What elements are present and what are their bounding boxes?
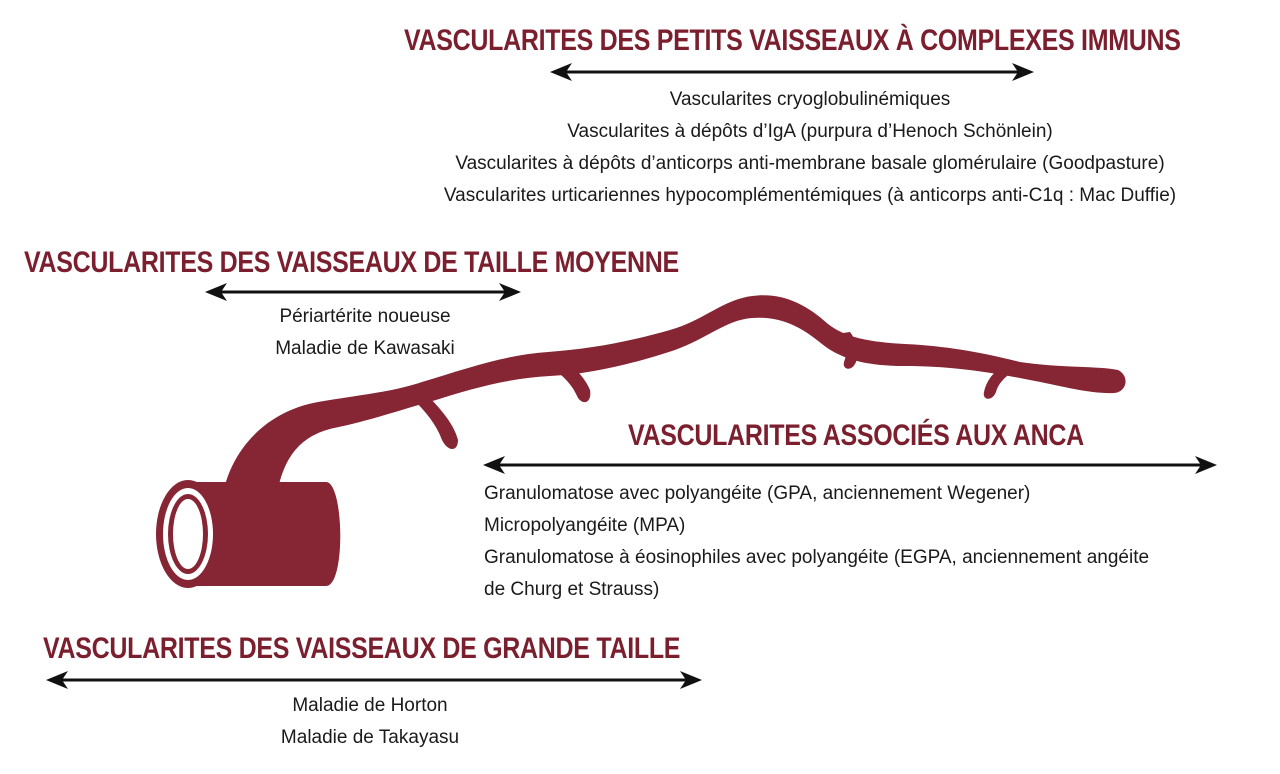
anca-heading: VASCULARITES ASSOCIÉS AUX ANCA	[628, 419, 1084, 453]
anca-range-arrow	[483, 455, 1217, 475]
small-vessel-range-arrow	[550, 62, 1034, 82]
list-item: Vascularites cryoglobulinémiques	[669, 89, 951, 110]
small-vessel-heading: VASCULARITES DES PETITS VAISSEAUX À COMPLEXES IMMUNS	[404, 24, 1181, 58]
list-item: Vascularites à dépôts d’IgA (purpura d’Henoch Schönlein)	[567, 121, 1053, 142]
large-vessel-list	[230, 690, 510, 754]
medium-vessel-list	[215, 301, 515, 365]
list-item: Maladie de Kawasaki	[275, 338, 455, 359]
list-item: Vascularites urticariennes hypocomplémentémiques (à anticorps anti-C1q : Mac Duffie)	[443, 185, 1177, 206]
large-vessel-heading: VASCULARITES DES VAISSEAUX DE GRANDE TAILLE	[43, 632, 681, 666]
list-item: Vascularites à dépôts d’anticorps anti-membrane basale glomérulaire (Goodpasture)	[455, 153, 1165, 174]
large-vessel-range-arrow	[46, 670, 702, 690]
vessel-lumen-inner	[173, 499, 203, 569]
anca-list	[484, 478, 1149, 606]
list-item: Micropolyangéite (MPA)	[484, 515, 686, 536]
list-item: Maladie de Takayasu	[280, 727, 460, 748]
list-item: Granulomatose avec polyangéite (GPA, anciennement Wegener)	[484, 483, 1031, 504]
medium-vessel-heading: VASCULARITES DES VAISSEAUX DE TAILLE MOYENNE	[24, 246, 679, 280]
list-item: de Churg et Strauss)	[484, 579, 660, 600]
vessel-branch-4	[984, 368, 1012, 399]
medium-vessel-range-arrow	[205, 282, 521, 302]
list-item: Maladie de Horton	[292, 695, 448, 716]
list-item: Granulomatose à éosinophiles avec polyangéite (EGPA, anciennement angéite	[484, 547, 1150, 568]
small-vessel-list	[360, 84, 1260, 212]
list-item: Périartérite noueuse	[279, 306, 451, 327]
vessel-branch-1	[412, 394, 458, 449]
